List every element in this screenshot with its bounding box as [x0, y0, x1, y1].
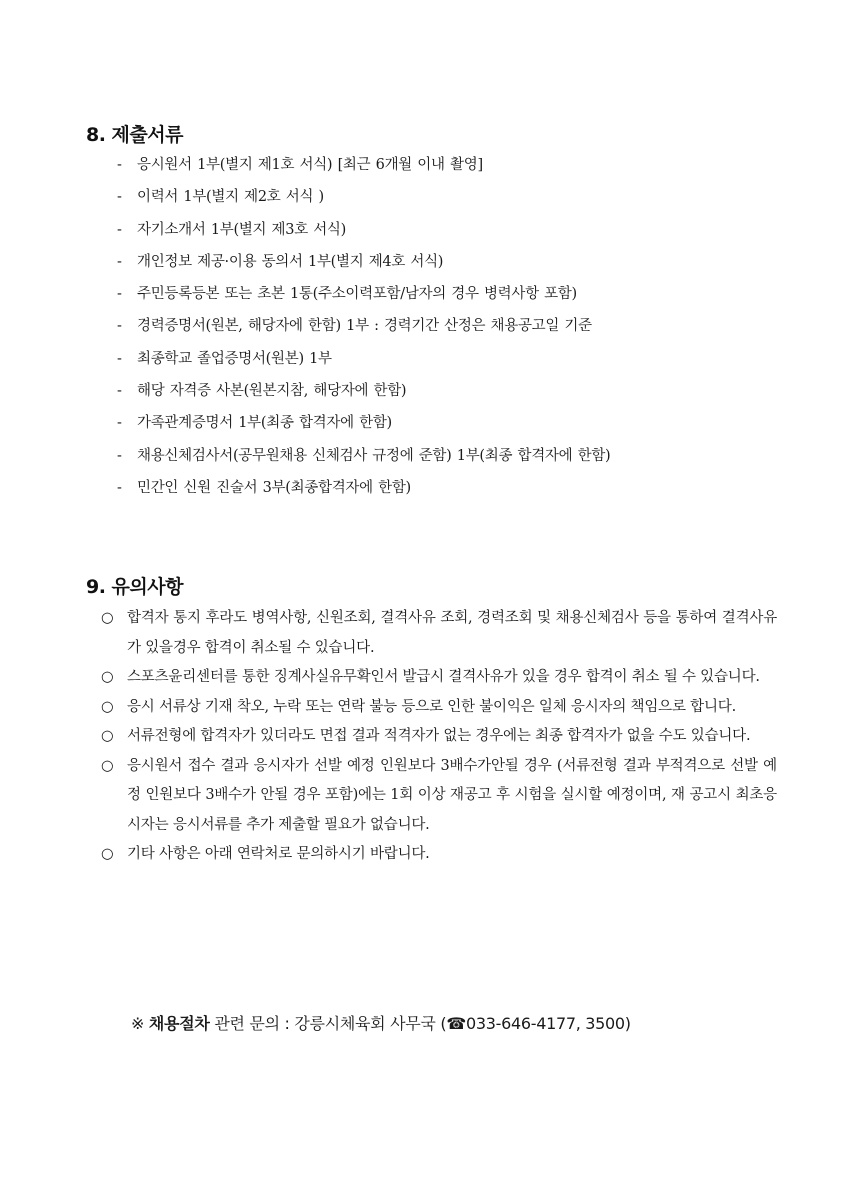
- dash-marker: -: [117, 253, 122, 270]
- circle-bullet-icon: ○: [101, 757, 114, 774]
- circle-bullet-icon: ○: [101, 846, 114, 862]
- note-item: [101, 840, 777, 870]
- reference-mark: ※: [131, 1014, 145, 1033]
- document-item-text: 채용신체검사서(공무원채용 신체검사 규정에 준함) 1부(최종 합격자에 한함): [137, 447, 611, 464]
- document-item: [117, 445, 610, 477]
- note-item-text: 응시 서류상 기재 착오, 누락 또는 연락 불능 등으로 인한 불이익은 일체 응시자의 책임으로 합니다.: [127, 698, 737, 715]
- document-item-text: 최종학교 졸업증명서(원본) 1부: [137, 350, 332, 367]
- document-item-text: 자기소개서 1부(별지 제3호 서식): [137, 221, 346, 238]
- note-item: [101, 752, 777, 841]
- document-item: [117, 412, 610, 444]
- document-item: [117, 283, 610, 315]
- phone-icon: ☎: [446, 1014, 466, 1033]
- note-item: [101, 722, 777, 752]
- document-item-text: 응시원서 1부(별지 제1호 서식) [최근 6개월 이내 촬영]: [137, 157, 483, 173]
- document-item: [117, 348, 610, 380]
- section-9-title: 9. 유의사항: [86, 576, 183, 598]
- document-item: [117, 251, 610, 283]
- document-item: [117, 186, 610, 218]
- document-item-text: 해당 자격증 사본(원본지참, 해당자에 한함): [137, 383, 407, 400]
- contact-bold-label: 채용절차: [148, 1014, 210, 1033]
- notes-list: [101, 604, 777, 870]
- dash-marker: -: [117, 415, 122, 432]
- document-item: [117, 219, 610, 251]
- required-documents-list: [117, 154, 610, 509]
- document-item: [117, 380, 610, 412]
- document-item-text: 경력증명서(원본, 해당자에 한함) 1부 : 경력기간 산정은 채용공고일 기준: [137, 318, 592, 335]
- circle-bullet-icon: ○: [101, 610, 114, 626]
- document-item: [117, 477, 610, 509]
- note-item-text: 스포츠윤리센터를 통한 징계사실유무확인서 발급시 결격사유가 있을 경우 합격이 취소 될 수 있습니다.: [127, 669, 760, 685]
- dash-marker: -: [117, 318, 122, 335]
- dash-marker: -: [117, 221, 122, 238]
- section-8-title: 8. 제출서류: [86, 124, 183, 146]
- contact-line: [131, 1011, 631, 1034]
- dash-marker: -: [117, 479, 122, 496]
- note-item: [101, 693, 777, 723]
- document-item-text: 주민등록등본 또는 초본 1통(주소이력포함/남자의 경우 병력사항 포함): [137, 286, 577, 303]
- document-item-text: 이력서 1부(별지 제2호 서식 ): [137, 189, 324, 206]
- dash-marker: -: [117, 447, 122, 464]
- note-item: [101, 604, 777, 663]
- document-item: [117, 154, 610, 186]
- note-item-text: 기타 사항은 아래 연락처로 문의하시기 바랍니다.: [127, 846, 430, 862]
- dash-marker: -: [117, 383, 122, 400]
- contact-phone: 033-646-4177, 3500): [465, 1014, 631, 1033]
- dash-marker: -: [117, 157, 122, 173]
- dash-marker: -: [117, 189, 122, 206]
- document-item: [117, 315, 610, 347]
- dash-marker: -: [117, 350, 122, 367]
- circle-bullet-icon: ○: [101, 728, 114, 744]
- circle-bullet-icon: ○: [101, 698, 114, 715]
- circle-bullet-icon: ○: [101, 669, 114, 685]
- document-item-text: 민간인 신원 진술서 3부(최종합격자에 한함): [137, 479, 411, 496]
- document-item-text: 가족관계증명서 1부(최종 합격자에 한함): [137, 415, 392, 432]
- document-item-text: 개인정보 제공·이용 동의서 1부(별지 제4호 서식): [137, 253, 444, 270]
- contact-text: 관련 문의 : 강릉시체육회 사무국 (: [214, 1014, 447, 1033]
- note-item-text: 합격자 통지 후라도 병역사항, 신원조회, 결격사유 조회, 경력조회 및 채용신체검사 등을 통하여 결격사유가 있을경우 합격이 취소될 수 있습니다.: [127, 610, 777, 656]
- note-item-text: 서류전형에 합격자가 있더라도 면접 결과 적격자가 없는 경우에는 최종 합격자가 없을 수도 있습니다.: [127, 728, 751, 744]
- note-item-text: 응시원서 접수 결과 응시자가 선발 예정 인원보다 3배수가안될 경우 (서류전형 결과 부적격으로 선발 예정 인원보다 3배수가 안될 경우 포함)에는 1회 이상 재공고 후 시험을 실시할 예정이며, 재 공고시 최초응시자는 응시서류를 추가 제출할 필요가 없습니다.: [127, 757, 777, 833]
- dash-marker: -: [117, 286, 122, 303]
- note-item: [101, 663, 777, 693]
